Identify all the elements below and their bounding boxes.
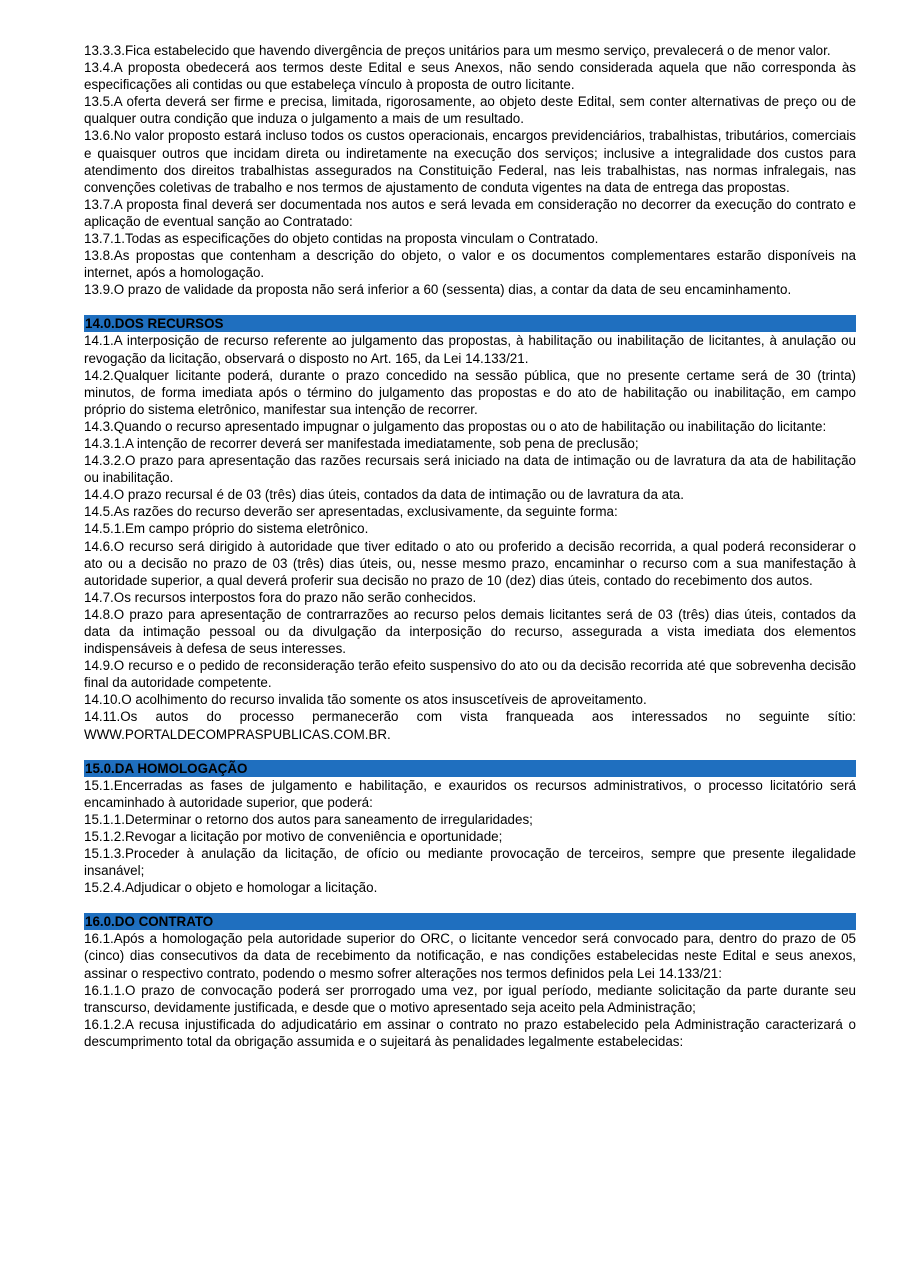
clause-14-11: 14.11.Os autos do processo permanecerão com vista franqueada aos interessados no seguinte sítio: WWW.PORTALDECOMPRASPUBLICAS.COM.BR. <box>84 709 856 742</box>
clause-14-9: 14.9.O recurso e o pedido de reconsideração terão efeito suspensivo do ato ou da decisão recorrida até que sobrevenha decisão final da autoridade competente. <box>84 658 856 691</box>
clause-13-3-3: 13.3.3.Fica estabelecido que havendo divergência de preços unitários para um mesmo serviço, prevalecerá o de menor valor. <box>84 43 831 58</box>
clause-14-6: 14.6.O recurso será dirigido à autoridade que tiver editado o ato ou proferido a decisão recorrida, a qual poderá reconsiderar o ato ou a decisão no prazo de 03 (três) dias úteis, ou, nesse mesmo prazo, encaminhar o recurso com a sua manifestação à autoridade superior, a qual deverá proferir sua decisão no prazo de 10 (dez) dias úteis, contado do recebimento dos autos. <box>84 538 856 588</box>
clause-15-1: 15.1.Encerradas as fases de julgamento e habilitação, e exauridos os recursos administrativos, o processo licitatório será encaminhado à autoridade superior, que poderá: <box>84 777 856 810</box>
clause-16-1-2: 16.1.2.A recusa injustificada do adjudicatário em assinar o contrato no prazo estabelecido pela Administração caracterizará o descumprimento total da obrigação assumida e o sujeitará às penalidades legalmente estabelecidas: <box>84 1016 856 1049</box>
section-spacer <box>84 743 856 760</box>
document-page <box>84 42 856 1050</box>
clause-16-1: 16.1.Após a homologação pela autoridade superior do ORC, o licitante vencedor será convocado para, dentro do prazo de 05 (cinco) dias consecutivos da data de recebimento da notificação, e nas condições estabelecidas neste Edital e seus anexos, assinar o respectivo contrato, podendo o mesmo sofrer alterações nos termos definidos pela Lei 14.133/21: <box>84 931 856 981</box>
clause-14-8: 14.8.O prazo para apresentação de contrarrazões ao recurso pelos demais licitantes será de 03 (três) dias úteis, contados da data da intimação pessoal ou da divulgação da interposição do recurso, assegurada a vista imediata dos elementos indispensáveis à defesa de seus interesses. <box>84 606 856 657</box>
clause-15-1-2: 15.1.2.Revogar a licitação por motivo de conveniência e oportunidade; <box>84 828 503 844</box>
clause-15-1-3: 15.1.3.Proceder à anulação da licitação, de ofício ou mediante provocação de terceiros, sempre que presente ilegalidade insanável; <box>84 846 856 879</box>
section-heading-15: 15.0.DA HOMOLOGAÇÃO <box>84 760 856 777</box>
clause-13-9: 13.9.O prazo de validade da proposta não será inferior a 60 (sessenta) dias, a contar da data de seu encaminhamento. <box>84 282 792 298</box>
clause-13-7-1: 13.7.1.Todas as especificações do objeto contidas na proposta vinculam o Contratado. <box>84 231 599 247</box>
clause-13-8: 13.8.As propostas que contenham a descrição do objeto, o valor e os documentos complementares estarão disponíveis na internet, após a homologação. <box>84 248 856 281</box>
clause-14-4: 14.4.O prazo recursal é de 03 (três) dias úteis, contados da data de intimação ou de lavratura da ata. <box>84 487 684 503</box>
clause-14-1: 14.1.A interposição de recurso referente ao julgamento das propostas, à habilitação ou inabilitação de licitantes, à anulação ou revogação da licitação, observará o disposto no Art. 165, da Lei 14.133/21. <box>84 333 856 366</box>
clause-14-3-2: 14.3.2.O prazo para apresentação das razões recursais será iniciado na data de intimação ou de lavratura da ata de habilitação ou inabilitação. <box>84 453 856 486</box>
clause-14-3: 14.3.Quando o recurso apresentado impugnar o julgamento das propostas ou o ato de habilitação ou inabilitação do licitante: <box>84 418 827 434</box>
clause-14-10: 14.10.O acolhimento do recurso invalida tão somente os atos insuscetíveis de aproveitamento. <box>84 692 647 708</box>
clause-14-7: 14.7.Os recursos interpostos fora do prazo não serão conhecidos. <box>84 589 477 605</box>
section-spacer <box>84 896 856 913</box>
clause-13-5: 13.5.A oferta deverá ser firme e precisa, limitada, rigorosamente, ao objeto deste Edital, sem conter alternativas de preço ou de qualquer outra condição que induza o julgamento a mais de um resultado. <box>84 94 856 127</box>
clause-15-2-4: 15.2.4.Adjudicar o objeto e homologar a licitação. <box>84 880 378 896</box>
clause-13-4: 13.4.A proposta obedecerá aos termos deste Edital e seus Anexos, não sendo considerada aquela que não corresponda às especificações ali contidas ou que estabeleça vínculo à proposta de outro licitante. <box>84 60 856 93</box>
clause-14-5-1: 14.5.1.Em campo próprio do sistema eletrônico. <box>84 521 369 537</box>
clause-13-7: 13.7.A proposta final deverá ser documentada nos autos e será levada em consideração no decorrer da execução do contrato e aplicação de eventual sanção ao Contratado: <box>84 196 856 229</box>
clause-14-5: 14.5.As razões do recurso deverão ser apresentadas, exclusivamente, da seguinte forma: <box>84 504 618 520</box>
clause-13-6: 13.6.No valor proposto estará incluso todos os custos operacionais, encargos previdenciários, trabalhistas, tributários, comerciais e quaisquer outros que incidam direta ou indiretamente na execução dos serviços; inclusive a integralidade dos custos para atendimento dos direitos trabalhistas assegurados na Constituição Federal, nas leis trabalhistas, nas normas infralegais, nas convenções coletivas de trabalho e nos termos de ajustamento de conduta vigentes na data de entrega das propostas. <box>84 128 856 195</box>
clause-14-2: 14.2.Qualquer licitante poderá, durante o prazo concedido na sessão pública, que no presente certame será de 30 (trinta) minutos, de forma imediata após o término do julgamento das propostas e do ato de habilitação ou inabilitação, em campo próprio do sistema eletrônico, manifestar sua intenção de recorrer. <box>84 367 856 417</box>
section-heading-14: 14.0.DOS RECURSOS <box>84 315 856 332</box>
section-heading-16: 16.0.DO CONTRATO <box>84 913 856 930</box>
clause-15-1-1: 15.1.1.Determinar o retorno dos autos para saneamento de irregularidades; <box>84 811 533 827</box>
clause-16-1-1: 16.1.1.O prazo de convocação poderá ser prorrogado uma vez, por igual período, mediante solicitação da parte durante seu transcurso, devidamente justificada, e desde que o motivo apresentado seja aceito pela Administração; <box>84 982 856 1015</box>
clause-14-3-1: 14.3.1.A intenção de recorrer deverá ser manifestada imediatamente, sob pena de preclusão; <box>84 435 639 451</box>
section-spacer <box>84 298 856 315</box>
